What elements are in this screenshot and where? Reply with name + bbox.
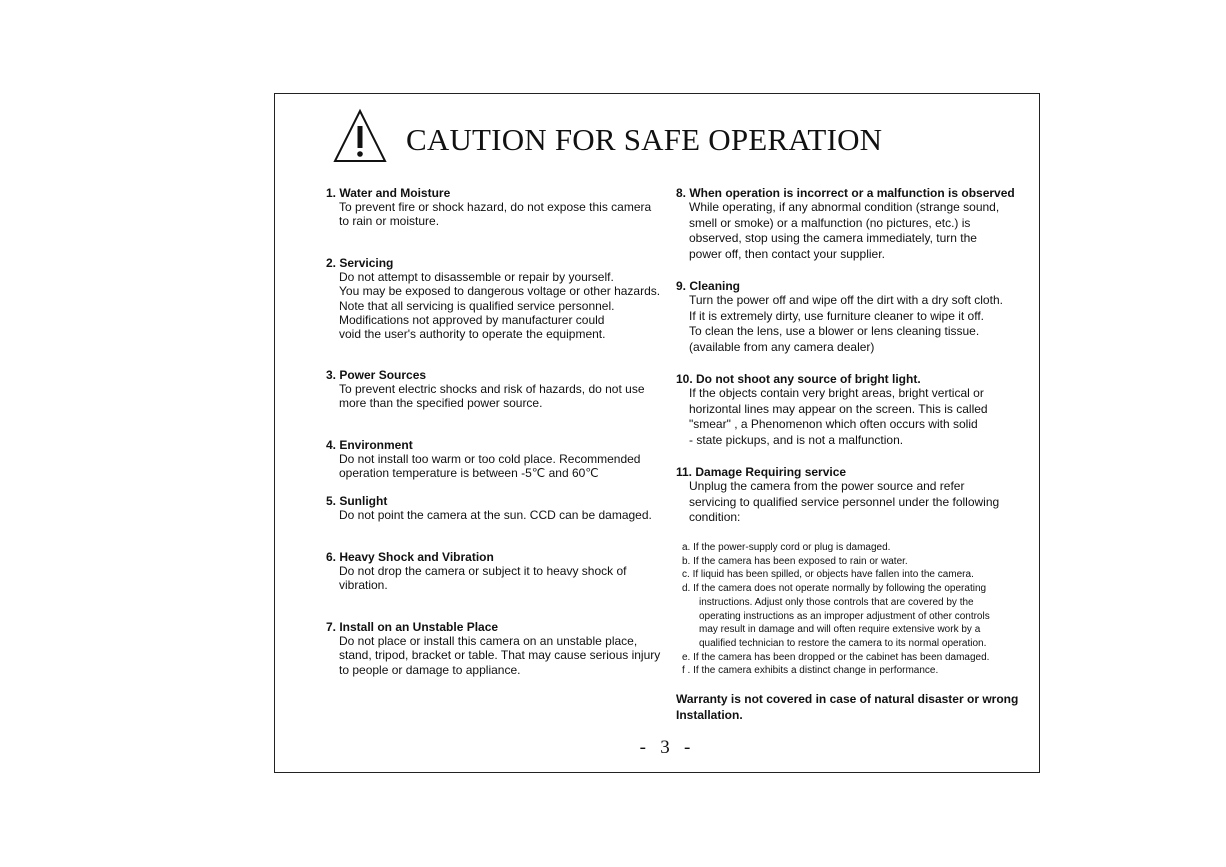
section-heading: 5. Sunlight (326, 494, 388, 508)
section-text: stand, tripod, bracket or table. That may cause serious injury (339, 648, 661, 663)
section-text: Do not drop the camera or subject it to heavy shock of (339, 564, 627, 579)
section-text: power off, then contact your supplier. (689, 246, 885, 261)
section-text: Turn the power off and wipe off the dirt with a dry soft cloth. (689, 293, 1003, 308)
list-item: b. If the camera has been exposed to rain or water. (682, 555, 908, 567)
warranty-text: Warranty is not covered in case of natural disaster or wrong (676, 692, 1019, 706)
section-text: vibration. (339, 578, 388, 593)
section-text: Do not place or install this camera on an unstable place, (339, 634, 638, 649)
section-water-moisture (326, 186, 666, 229)
section-environment (326, 438, 666, 481)
page-title: CAUTION FOR SAFE OPERATION (406, 122, 883, 157)
section-text: horizontal lines may appear on the screen. This is called (689, 401, 988, 416)
list-item: f . If the camera exhibits a distinct change in performance. (682, 665, 939, 677)
section-unstable-place (326, 620, 666, 677)
section-text: void the user's authority to operate the equipment. (339, 327, 606, 342)
section-text: smell or smoke) or a malfunction (no pictures, etc.) is (689, 215, 971, 230)
section-text: operation temperature is between -5℃ and 60℃ (339, 466, 599, 481)
section-text: to rain or moisture. (339, 214, 440, 229)
section-text: Do not install too warm or too cold place. Recommended (339, 452, 641, 467)
list-item-continuation: qualified technician to restore the camera to its normal operation. (699, 637, 987, 649)
section-text: (available from any camera dealer) (689, 339, 875, 354)
section-heading: 6. Heavy Shock and Vibration (326, 550, 494, 564)
section-text: You may be exposed to dangerous voltage or other hazards. (339, 284, 661, 299)
section-text: Modifications not approved by manufacturer could (339, 312, 605, 327)
section-heading: 2. Servicing (326, 256, 394, 270)
section-text: condition: (689, 510, 741, 525)
section-text: Unplug the camera from the power source and refer (689, 479, 965, 494)
section-text: Note that all servicing is qualified service personnel. (339, 298, 615, 313)
section-text: observed, stop using the camera immediately, turn the (689, 231, 977, 246)
section-text: servicing to qualified service personnel under the following (689, 494, 1000, 509)
section-text: Do not point the camera at the sun. CCD can be damaged. (339, 508, 652, 523)
section-text: more than the specified power source. (339, 396, 543, 411)
section-text: "smear" , a Phenomenon which often occurs with solid (689, 417, 978, 432)
section-text: to people or damage to appliance. (339, 662, 521, 677)
list-item: e. If the camera has been dropped or the cabinet has been damaged. (682, 651, 990, 663)
warranty-note (676, 692, 1018, 723)
warning-triangle-icon (333, 108, 387, 164)
section-heading: 8. When operation is incorrect or a malfunction is observed (676, 186, 1015, 200)
section-heading: 1. Water and Moisture (326, 186, 451, 200)
section-text: To clean the lens, use a blower or lens cleaning tissue. (689, 324, 980, 339)
section-power-sources (326, 368, 666, 411)
section-heading: 4. Environment (326, 438, 413, 452)
page-number: - 3 - (639, 737, 691, 758)
section-heavy-shock (326, 550, 666, 593)
section-text: Do not attempt to disassemble or repair by yourself. (339, 270, 614, 285)
section-text: - state pickups, and is not a malfunction. (689, 432, 904, 447)
section-sunlight (326, 494, 666, 522)
list-item-continuation: operating instructions as an improper adjustment of other controls (699, 610, 990, 622)
list-item: d. If the camera does not operate normally by following the operating (682, 583, 987, 595)
section-text: If the objects contain very bright areas, bright vertical or (689, 386, 984, 401)
damage-condition-list (682, 541, 990, 678)
section-heading: 9. Cleaning (676, 279, 741, 293)
section-cleaning (676, 279, 1021, 355)
section-heading: 3. Power Sources (326, 368, 427, 382)
section-bright-light (676, 372, 1021, 448)
list-item-continuation: instructions. Adjust only those controls that are covered by the (699, 596, 974, 608)
section-text: While operating, if any abnormal condition (strange sound, (689, 200, 1000, 215)
section-heading: 10. Do not shoot any source of bright light. (676, 372, 921, 386)
section-heading: 7. Install on an Unstable Place (326, 620, 499, 634)
list-item: a. If the power-supply cord or plug is damaged. (682, 542, 891, 553)
list-item-continuation: may result in damage and will often require extensive work by a (699, 624, 981, 636)
section-text: To prevent electric shocks and risk of hazards, do not use (339, 382, 645, 397)
list-item: c. If liquid has been spilled, or objects have fallen into the camera. (682, 569, 974, 581)
section-heading: 11. Damage Requiring service (676, 465, 847, 479)
section-text: To prevent fire or shock hazard, do not expose this camera (339, 200, 652, 215)
section-malfunction (676, 186, 1021, 262)
section-text: If it is extremely dirty, use furniture cleaner to wipe it off. (689, 308, 985, 323)
section-damage-service (676, 465, 1021, 526)
section-servicing (326, 256, 666, 341)
warranty-text: Installation. (676, 707, 743, 722)
